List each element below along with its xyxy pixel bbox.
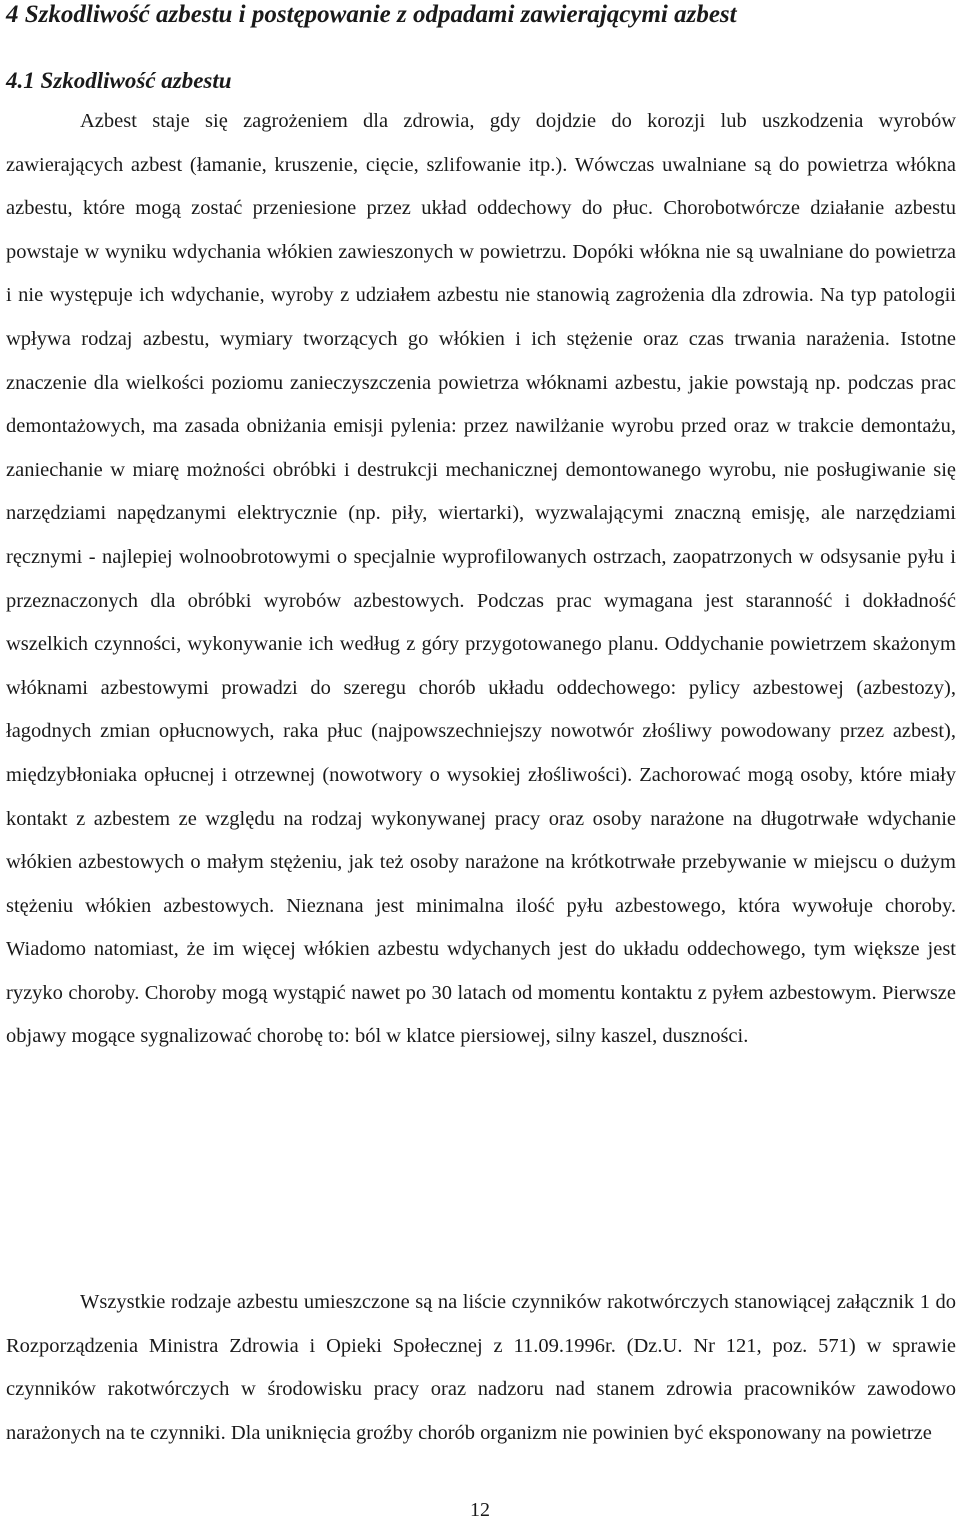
- chapter-heading: 4 Szkodliwość azbestu i postępowanie z odpadami zawierającymi azbest: [6, 1, 737, 28]
- page-number: 12: [470, 1499, 490, 1521]
- body-paragraph-health-hazard: Azbest staje się zagrożeniem dla zdrowia, gdy dojdzie do korozji lub uszkodzenia wyrobów zawierających azbest (łamanie, kruszenie, cięcie, szlifowanie itp.). Wówczas uwalniane są do powietrza włókna azbestu, które mogą zostać przeniesione przez układ oddechowy do płuc. Chorobotwórcze działanie azbestu powstaje w wyniku wdychania włókien zawieszonych w powietrzu. Dopóki włókna nie są uwalniane do powietrza i nie występuje ich wdychanie, wyroby z udziałem azbestu nie stanowią zagrożenia dla zdrowia. Na typ patologii wpływa rodzaj azbestu, wymiary tworzących go włókien i ich stężenie oraz czas trwania narażenia. Istotne znaczenie dla wielkości poziomu zanieczyszczenia powietrza włóknami azbestu, jakie powstają np. podczas prac demontażowych, ma zasada obniżania emisji pylenia: przez nawilżanie wyrobu przed oraz w trakcie demontażu, zaniechanie w miarę możności obróbki i destrukcji mechanicznej demontowanego wyrobu, nie posługiwanie się narzędziami napędzanymi elektrycznie (np. piły, wiertarki), wyzwalającymi znaczną emisję, ale narzędziami ręcznymi - najlepiej wolnoobrotowymi o specjalnie wyprofilowanych ostrzach, zaopatrzonych w odsysanie pyłu i przeznaczonych dla obróbki wyrobów azbestowych. Podczas prac wymagana jest staranność i dokładność wszelkich czynności, wykonywanie ich według z góry przygotowanego planu. Oddychanie powietrzem skażonym włóknami azbestowymi prowadzi do szeregu chorób układu oddechowego: pylicy azbestowej (azbestozy), łagodnych zmian opłucnowych, raka płuc (najpowszechniejszy nowotwór złośliwy powodowany przez azbest), międzybłoniaka opłucnej i otrzewnej (nowotwory o wysokiej złośliwości). Zachorować mogą osoby, które miały kontakt z azbestem ze względu na rodzaj wykonywanej pracy oraz osoby narażone na długotrwałe wdychanie włókien azbestowych o małym stężeniu, jak też osoby narażone na krótkotrwałe przebywanie w miejscu o dużym stężeniu włókien azbestowych. Nieznana jest minimalna ilość pyłu azbestowego, która wywołuje choroby. Wiadomo natomiast, że im więcej włókien azbestu wdychanych jest do układu oddechowego, tym większe jest ryzyko choroby. Choroby mogą wystąpić nawet po 30 latach od momentu kontaktu z pyłem azbestowym. Pierwsze objawy mogące sygnalizować chorobę to: ból w klatce piersiowej, silny kaszel, duszności.: [6, 110, 956, 1048]
- body-paragraph-regulation: Wszystkie rodzaje azbestu umieszczone są na liście czynników rakotwórczych stanowiącej załącznik 1 do Rozporządzenia Ministra Zdrowia i Opieki Społecznej z 11.09.1996r. (Dz.U. Nr 121, poz. 571) w sprawie czynników rakotwórczych w środowisku pracy oraz nadzoru nad stanem zdrowia pracowników zawodowo narażonych na te czynniki. Dla uniknięcia groźby chorób organizm nie powinien być eksponowany na powietrze: [6, 1291, 956, 1444]
- section-heading: 4.1 Szkodliwość azbestu: [6, 68, 232, 93]
